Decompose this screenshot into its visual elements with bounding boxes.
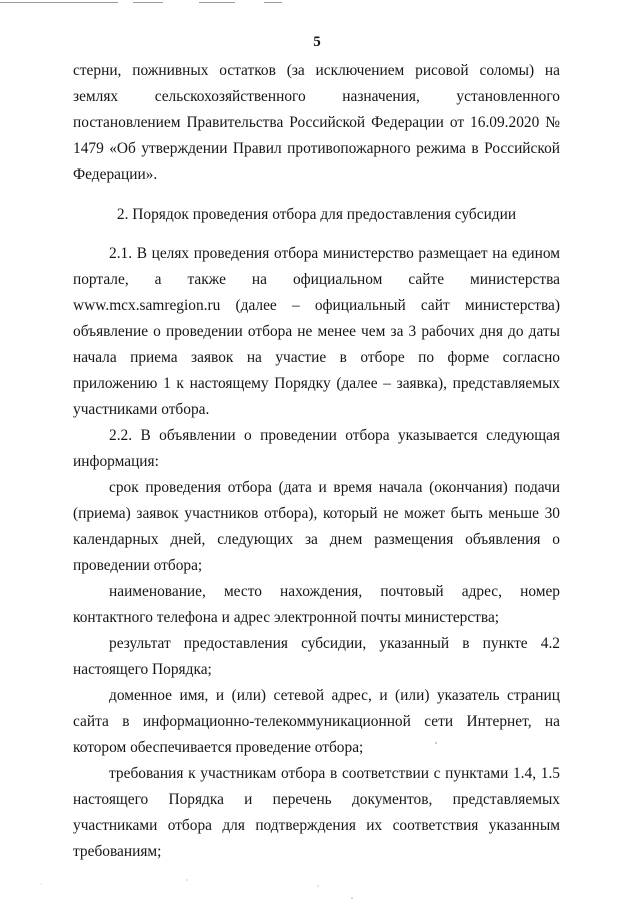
clause-2-1-paragraph: 2.1. В целях проведения отбора министерство размещает на едином портале, а также на официальном сайте министерства www.mcx.samregion.ru (далее – официальный сайт министерства) объявление о проведении отбора не менее чем за 3 рабочих дня до даты начала приема заявок на участие в отборе по форме согласно приложению 1 к настоящему Порядку (далее – заявка), представляемых участниками отбора. bbox=[73, 245, 560, 418]
list-item-contacts: наименование, место нахождения, почтовый адрес, номер контактного телефона и адрес электронной почты министерства; bbox=[73, 583, 560, 626]
scan-top-edge-marks bbox=[0, 0, 634, 8]
list-item-domain: доменное имя, и (или) сетевой адрес, и (или) указатель страниц сайта в информационно-телекоммуникационной сети Интернет, на котором обеспечивается проведение отбора; bbox=[73, 687, 560, 756]
document-body bbox=[73, 58, 560, 865]
section-heading: 2. Порядок проведения отбора для предоставления субсидии bbox=[116, 206, 517, 223]
list-item-deadline: срок проведения отбора (дата и время начала (окончания) подачи (приема) заявок участников отбора), который не может быть меньше 30 календарных дней, следующих за днем размещения объявления о проведении отбора; bbox=[73, 479, 560, 574]
list-item-requirements: требования к участникам отбора в соответствии с пунктами 1.4, 1.5 настоящего Порядка и перечень документов, представляемых участниками отбора для подтверждения их соответствия указанным требованиям; bbox=[73, 765, 560, 860]
continuation-paragraph: стерни, пожнивных остатков (за исключением рисовой соломы) на землях сельскохозяйственного назначения, установленного постановлением Правительства Российской Федерации от 16.09.2020 № 1479 «Об утверждении Правил противопожарного режима в Российской Федерации». bbox=[73, 62, 560, 183]
page-number: 5 bbox=[313, 34, 321, 50]
list-item-result: результат предоставления субсидии, указанный в пункте 4.2 настоящего Порядка; bbox=[73, 635, 560, 678]
clause-2-2-paragraph: 2.2. В объявлении о проведении отбора указывается следующая информация: bbox=[73, 427, 560, 470]
